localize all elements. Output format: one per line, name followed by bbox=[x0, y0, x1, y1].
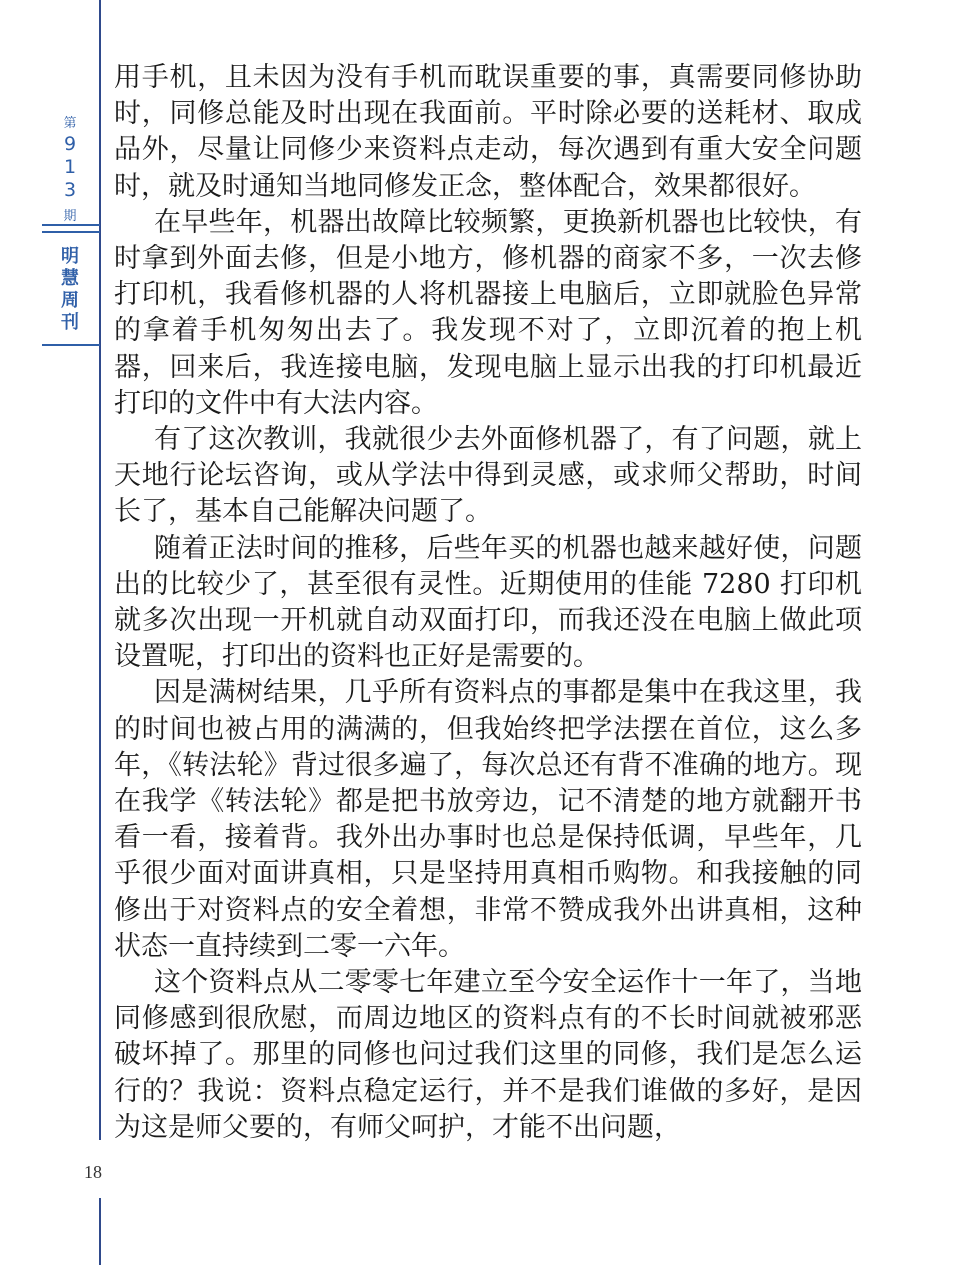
issue-digit: 9 bbox=[63, 133, 77, 155]
divider bbox=[42, 344, 100, 346]
divider bbox=[42, 224, 100, 226]
paragraph: 在早些年，机器出故障比较频繁，更换新机器也比较快，有时拿到外面去修，但是小地方，修机器的商家不多，一次去修打印机，我看修机器的人将机器接上电脑后，立即就脸色异常的拿着手机匆匆出去了。我发现不对了，立即沉着的抱上机器，回来后，我连接电脑，发现电脑上显示出我的打印机最近打印的文件中有大法内容。 bbox=[114, 206, 862, 419]
issue-prefix: 第 bbox=[63, 116, 77, 131]
paragraph: 随着正法时间的推移，后些年买的机器也越来越好使，问题出的比较少了，甚至很有灵性。近期使用的佳能 7280 打印机就多次出现一开机就自动双面打印，而我还没在电脑上做此项设置呢，打印出的资料也正好是需要的。 bbox=[114, 532, 862, 673]
paragraph: 因是满树结果，几乎所有资料点的事都是集中在我这里，我的时间也被占用的满满的，但我始终把学法摆在首位，这么多年，《转法轮》背过很多遍了，每次总还有背不准确的地方。现在我学《转法轮》都是把书放旁边，记不清楚的地方就翻开书看一看，接着背。我外出办事时也总是保持低调，早些年，几乎很少面对面讲真相，只是坚持用真相币购物。和我接触的同修出于对资料点的安全着想，非常不赞成我外出讲真相，这种状态一直持续到二零一六年。 bbox=[114, 677, 862, 962]
issue-suffix: 期 bbox=[63, 209, 77, 224]
issue-digit: 3 bbox=[63, 179, 77, 201]
paragraph: 用手机，且未因为没有手机而耽误重要的事，真需要同修协助时，同修总能及时出现在我面前。平时除必要的送耗材、取成品外，尽量让同修少来资料点走动，每次遇到有重大安全问题时，就及时通知当地同修发正念，整体配合，效果都很好。 bbox=[114, 62, 862, 202]
publication-name bbox=[40, 246, 100, 334]
publication-char: 刊 bbox=[61, 312, 79, 333]
divider bbox=[42, 231, 100, 233]
publication-char: 周 bbox=[61, 290, 79, 311]
paragraph: 有了这次教训，我就很少去外面修机器了，有了问题，就上天地行论坛咨询，或从学法中得到灵感，或求师父帮助，时间长了，基本自己能解决问题了。 bbox=[114, 424, 862, 528]
issue-digit: 1 bbox=[63, 156, 77, 178]
margin-line-lower bbox=[99, 1198, 101, 1265]
publication-char: 慧 bbox=[61, 268, 79, 289]
issue-number bbox=[40, 133, 100, 202]
sidebar bbox=[40, 0, 100, 350]
publication-char: 明 bbox=[61, 246, 79, 267]
paragraph: 这个资料点从二零零七年建立至今安全运作十一年了，当地同修感到很欣慰，而周边地区的资料点有的不长时间就被邪恶破坏掉了。那里的同修也问过我们这里的同修，我们是怎么运行的？我说：资料点稳定运行，并不是我们谁做的多好，是因为这是师父要的，有师父呵护，才能不出问题， bbox=[114, 967, 862, 1143]
page-number: 18 bbox=[84, 1162, 102, 1182]
body-text bbox=[114, 60, 862, 1146]
